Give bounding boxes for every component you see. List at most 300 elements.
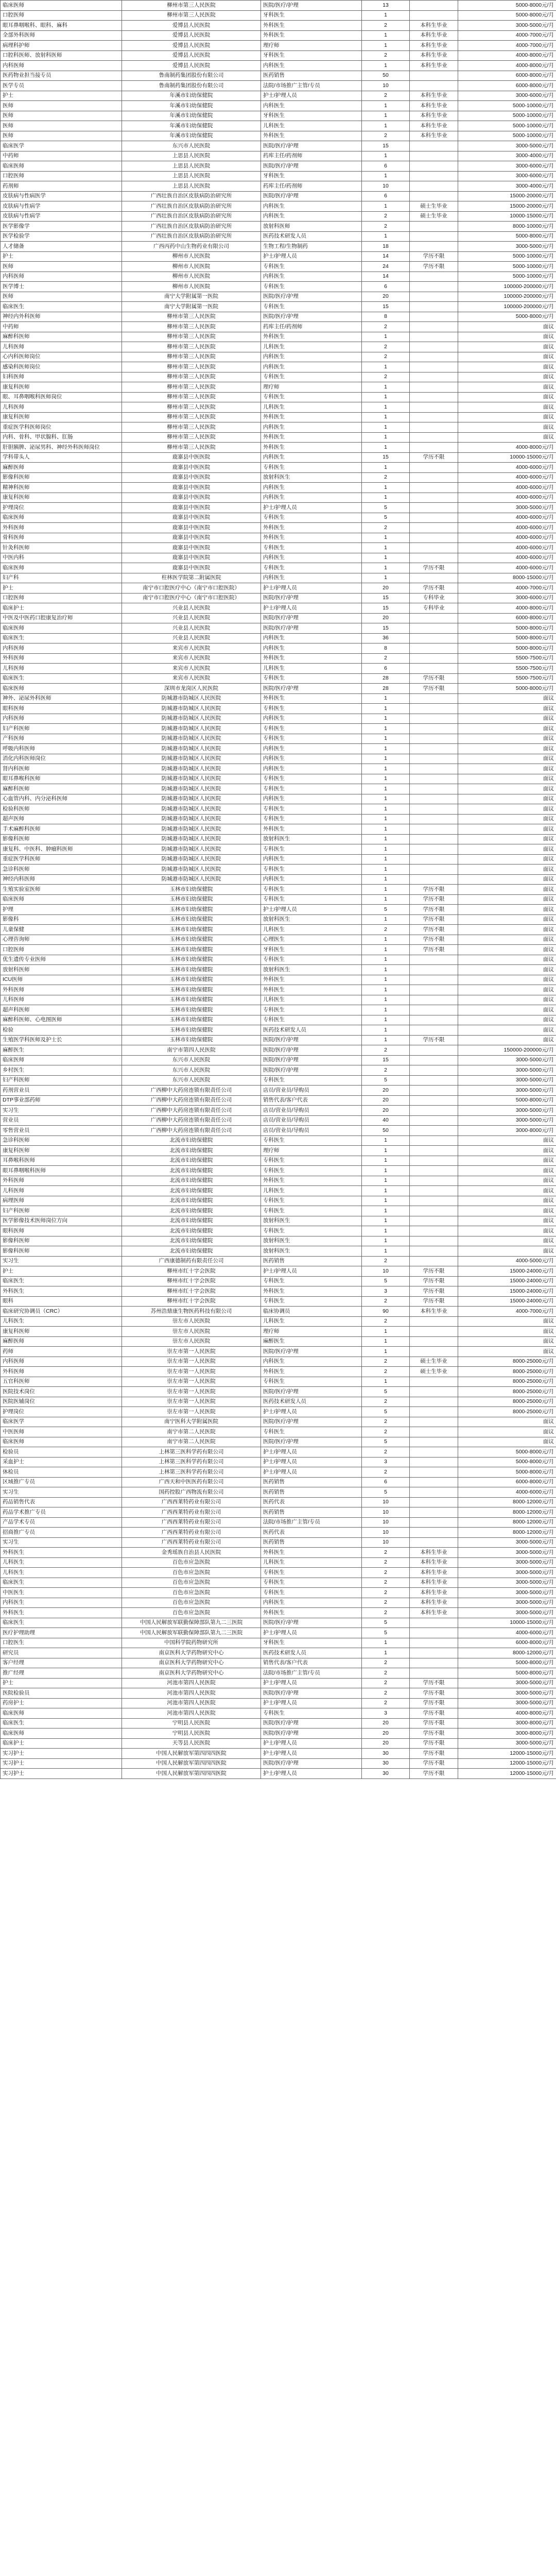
headcount-cell: 13 — [362, 1, 410, 11]
category-cell: 医院/医疗/护理 — [261, 1045, 362, 1056]
category-cell: 专科医生 — [261, 1276, 362, 1286]
category-cell: 专科医生 — [261, 1015, 362, 1025]
position-cell: 零售营业员 — [1, 1126, 122, 1136]
table-row — [1, 1557, 556, 1568]
education-cell — [410, 754, 458, 764]
table-row — [1, 242, 556, 252]
employer-cell: 柳州市红十字会医院 — [122, 1276, 261, 1286]
category-cell: 专科医生 — [261, 372, 362, 382]
employer-cell: 河池市第四人民医院 — [122, 1678, 261, 1688]
salary-cell: 面议 — [458, 794, 556, 804]
position-cell: 医学影像技术医师岗位方向 — [1, 1216, 122, 1226]
category-cell: 医院/医疗/护理 — [261, 1618, 362, 1628]
table-row — [1, 1708, 556, 1719]
salary-cell: 面议 — [458, 392, 556, 402]
position-cell: 感染科医师岗位 — [1, 362, 122, 372]
education-cell — [410, 272, 458, 282]
table-row — [1, 1397, 556, 1407]
position-cell: 儿科医师 — [1, 402, 122, 413]
headcount-cell: 1 — [362, 101, 410, 111]
employer-cell: 爱博县人民医院 — [122, 21, 261, 31]
education-cell: 本科生毕业 — [410, 1588, 458, 1598]
employer-cell: 防城港市防城区人民医院 — [122, 784, 261, 794]
salary-cell: 8000-25000元/月 — [458, 1357, 556, 1367]
salary-cell: 面议 — [458, 1005, 556, 1015]
table-row — [1, 1126, 556, 1136]
employer-cell: 防城港市防城区人民医院 — [122, 865, 261, 875]
category-cell: 医药技术研发人员 — [261, 1397, 362, 1407]
salary-cell: 12000-15000元/月 — [458, 1758, 556, 1769]
employer-cell: 柳州市第三人民医院 — [122, 382, 261, 393]
category-cell: 儿科医生 — [261, 342, 362, 352]
position-cell: 儿科医师 — [1, 995, 122, 1005]
category-cell: 理疗师 — [261, 1327, 362, 1337]
salary-cell: 15000-20000元/月 — [458, 191, 556, 201]
category-cell: 放射科医生 — [261, 965, 362, 975]
education-cell — [410, 1086, 458, 1096]
headcount-cell: 6 — [362, 282, 410, 292]
position-cell: 人才储备 — [1, 242, 122, 252]
position-cell: 医药物业担当接专员 — [1, 71, 122, 81]
position-cell: 精神科医师 — [1, 483, 122, 493]
salary-cell: 150000-200000元/月 — [458, 1045, 556, 1056]
headcount-cell: 5 — [362, 1487, 410, 1498]
table-row — [1, 1738, 556, 1749]
category-cell: 外科医生 — [261, 1286, 362, 1297]
education-cell: 学历不限 — [410, 1738, 458, 1749]
education-cell — [410, 774, 458, 784]
table-row — [1, 774, 556, 784]
category-cell: 专科医生 — [261, 784, 362, 794]
salary-cell: 面议 — [458, 734, 556, 744]
headcount-cell: 1 — [362, 914, 410, 925]
headcount-cell: 1 — [362, 392, 410, 402]
employer-cell: 柳州市人民医院 — [122, 262, 261, 272]
salary-cell: 4000-6000元/月 — [458, 523, 556, 533]
table-row — [1, 874, 556, 885]
employer-cell: 崇左市第一人民医院 — [122, 1347, 261, 1357]
employer-cell: 南京医科大学药物研究中心 — [122, 1658, 261, 1668]
employer-cell: 柳州市第三人民医院 — [122, 443, 261, 453]
position-cell: 麻醉科医师、心电图医师 — [1, 1015, 122, 1025]
position-cell: 皮肤病与性病学 — [1, 211, 122, 222]
education-cell — [410, 1206, 458, 1216]
employer-cell: 广西壮族自治区皮肤病防治研究所 — [122, 191, 261, 201]
position-cell: 乡村医生 — [1, 1065, 122, 1076]
position-cell: 病理科护师 — [1, 41, 122, 51]
headcount-cell: 1 — [362, 1196, 410, 1206]
position-cell: 儿科医生 — [1, 1316, 122, 1327]
education-cell — [410, 1487, 458, 1498]
position-cell: 针灸科医师 — [1, 543, 122, 553]
salary-cell: 3000-5000元/月 — [458, 141, 556, 151]
headcount-cell: 36 — [362, 633, 410, 643]
category-cell: 儿科医生 — [261, 402, 362, 413]
employer-cell: 鹿寨县中医医院 — [122, 463, 261, 473]
table-row — [1, 1075, 556, 1086]
headcount-cell: 2 — [362, 91, 410, 101]
employer-cell: 年溪市妇幼保健院 — [122, 111, 261, 121]
education-cell: 本科生毕业 — [410, 1568, 458, 1578]
table-row — [1, 1728, 556, 1739]
category-cell: 内科医生 — [261, 493, 362, 503]
salary-cell: 面议 — [458, 1236, 556, 1246]
headcount-cell: 1 — [362, 714, 410, 724]
category-cell: 专科医生 — [261, 282, 362, 292]
education-cell — [410, 573, 458, 583]
category-cell: 外科医生 — [261, 653, 362, 664]
employer-cell: 柳州市人民医院 — [122, 251, 261, 262]
category-cell: 外科医生 — [261, 975, 362, 985]
category-cell: 外科医生 — [261, 1367, 362, 1377]
table-row — [1, 30, 556, 41]
salary-cell: 面议 — [458, 1427, 556, 1437]
headcount-cell: 10 — [362, 1497, 410, 1507]
education-cell — [410, 1186, 458, 1196]
headcount-cell: 15 — [362, 1055, 410, 1065]
salary-cell: 面议 — [458, 1136, 556, 1146]
position-cell: 医师 — [1, 101, 122, 111]
table-row — [1, 372, 556, 382]
education-cell — [410, 1166, 458, 1176]
position-cell: 神外、泌尿外科医师 — [1, 693, 122, 704]
table-row — [1, 1688, 556, 1699]
position-cell: 临床护士 — [1, 1738, 122, 1749]
table-row — [1, 61, 556, 71]
headcount-cell: 15 — [362, 593, 410, 603]
education-cell — [410, 1156, 458, 1166]
education-cell — [410, 1106, 458, 1116]
category-cell: 专科医生 — [261, 724, 362, 734]
salary-cell: 4000-7000元/月 — [458, 583, 556, 594]
table-row — [1, 41, 556, 51]
salary-cell: 15000-24000元/月 — [458, 1286, 556, 1297]
category-cell: 医院/医疗/护理 — [261, 191, 362, 201]
employer-cell: 北流市妇幼保健院 — [122, 1216, 261, 1226]
headcount-cell: 1 — [362, 985, 410, 995]
position-cell: 客户经理 — [1, 1658, 122, 1668]
position-cell: 临床医师 — [1, 894, 122, 905]
salary-cell: 3000-5000元/月 — [458, 242, 556, 252]
table-row — [1, 1387, 556, 1397]
education-cell: 学历不限 — [410, 452, 458, 463]
employer-cell: 南宁市第二人民医院 — [122, 1427, 261, 1437]
headcount-cell: 1 — [362, 995, 410, 1005]
salary-cell: 4000-6000元/月 — [458, 472, 556, 483]
position-cell: 中医医生 — [1, 1588, 122, 1598]
employer-cell: 北流市妇幼保健院 — [122, 1186, 261, 1196]
position-cell: 口腔医师 — [1, 593, 122, 603]
education-cell: 学历不限 — [410, 945, 458, 955]
education-cell — [410, 664, 458, 674]
employer-cell: 玉林市妇幼保健院 — [122, 914, 261, 925]
headcount-cell: 1 — [362, 734, 410, 744]
table-row — [1, 734, 556, 744]
category-cell: 专科医生 — [261, 392, 362, 402]
employer-cell: 东兴市人民医院 — [122, 1075, 261, 1086]
table-row — [1, 563, 556, 573]
salary-cell: 4000-6000元/月 — [458, 493, 556, 503]
headcount-cell: 2 — [362, 1397, 410, 1407]
education-cell: 本科生毕业 — [410, 30, 458, 41]
employer-cell: 鹿寨县中医医院 — [122, 523, 261, 533]
table-row — [1, 1115, 556, 1126]
headcount-cell: 1 — [362, 774, 410, 784]
category-cell: 外科医生 — [261, 985, 362, 995]
table-row — [1, 1618, 556, 1628]
salary-cell: 5000-8000元/月 — [458, 1668, 556, 1679]
salary-cell: 3000-5000元/月 — [458, 1738, 556, 1749]
category-cell: 专科医生 — [261, 804, 362, 815]
education-cell — [410, 714, 458, 724]
employer-cell: 广西西莱特药业有限公司 — [122, 1537, 261, 1548]
table-row — [1, 573, 556, 583]
employer-cell: 上思县人民医院 — [122, 171, 261, 181]
education-cell — [410, 422, 458, 433]
table-row — [1, 1588, 556, 1598]
category-cell: 专科医生 — [261, 1206, 362, 1216]
headcount-cell: 5 — [362, 1276, 410, 1286]
category-cell: 医院/医疗/护理 — [261, 141, 362, 151]
position-cell: 妇科医师 — [1, 372, 122, 382]
education-cell — [410, 1377, 458, 1387]
education-cell — [410, 533, 458, 543]
employer-cell: 百色市应急医院 — [122, 1608, 261, 1618]
position-cell: 临床医师 — [1, 563, 122, 573]
category-cell: 外科医生 — [261, 824, 362, 835]
headcount-cell: 1 — [362, 744, 410, 754]
table-row — [1, 664, 556, 674]
employer-cell: 广西壮族自治区皮肤病防治研究所 — [122, 231, 261, 242]
category-cell: 内科医生 — [261, 754, 362, 764]
position-cell: 临床护士 — [1, 603, 122, 614]
education-cell: 本科生毕业 — [410, 21, 458, 31]
education-cell — [410, 824, 458, 835]
table-row — [1, 1698, 556, 1708]
employer-cell: 广西柳中大药房连锁有限责任公司 — [122, 1126, 261, 1136]
position-cell: 眼、耳鼻咽喉科医师岗位 — [1, 392, 122, 402]
salary-cell: 面议 — [458, 1186, 556, 1196]
education-cell: 学历不限 — [410, 1708, 458, 1719]
employer-cell: 北流市妇幼保健院 — [122, 1156, 261, 1166]
headcount-cell: 10 — [362, 81, 410, 91]
salary-cell: 3000-8000元/月 — [458, 1126, 556, 1136]
category-cell: 外科医生 — [261, 21, 362, 31]
headcount-cell: 15 — [362, 623, 410, 634]
category-cell: 内科医生 — [261, 553, 362, 563]
headcount-cell: 2 — [362, 1578, 410, 1588]
employer-cell: 南宁市第四人民医院 — [122, 1045, 261, 1056]
headcount-cell: 1 — [362, 935, 410, 945]
employer-cell: 南宁大学附属第一医院 — [122, 302, 261, 312]
salary-cell: 4000-6000元/月 — [458, 1487, 556, 1498]
table-row — [1, 1517, 556, 1528]
headcount-cell: 2 — [362, 1367, 410, 1377]
employer-cell: 柳州市第三人民医院 — [122, 422, 261, 433]
table-row — [1, 985, 556, 995]
salary-cell: 5000-8000元/月 — [458, 643, 556, 654]
table-row — [1, 633, 556, 643]
education-cell: 学历不限 — [410, 1266, 458, 1277]
category-cell: 外科医生 — [261, 1608, 362, 1618]
education-cell — [410, 1648, 458, 1658]
position-cell: 实习生 — [1, 1487, 122, 1498]
headcount-cell: 20 — [362, 1738, 410, 1749]
salary-cell: 6000-8000元/月 — [458, 71, 556, 81]
table-row — [1, 1668, 556, 1679]
education-cell: 硕士生毕业 — [410, 1357, 458, 1367]
category-cell: 外科医生 — [261, 30, 362, 41]
education-cell — [410, 352, 458, 362]
salary-cell: 面议 — [458, 985, 556, 995]
salary-cell: 面议 — [458, 1156, 556, 1166]
salary-cell: 8000-12000元/月 — [458, 1648, 556, 1658]
headcount-cell: 15 — [362, 302, 410, 312]
education-cell — [410, 483, 458, 493]
salary-cell: 4000-7000元/月 — [458, 30, 556, 41]
table-row — [1, 332, 556, 342]
position-cell: 骨科医师 — [1, 533, 122, 543]
headcount-cell: 1 — [362, 573, 410, 583]
salary-cell: 面议 — [458, 352, 556, 362]
category-cell: 店员/营业员/导购员 — [261, 1086, 362, 1096]
headcount-cell: 1 — [362, 41, 410, 51]
education-cell — [410, 1437, 458, 1447]
category-cell: 护士/护理人员 — [261, 1266, 362, 1277]
education-cell — [410, 1497, 458, 1507]
education-cell — [410, 1658, 458, 1668]
salary-cell: 15000-24000元/月 — [458, 1276, 556, 1286]
headcount-cell: 30 — [362, 1769, 410, 1779]
category-cell: 内科医生 — [261, 794, 362, 804]
education-cell — [410, 1447, 458, 1458]
position-cell: 药品学术推广专员 — [1, 1507, 122, 1518]
category-cell: 医院/医疗/护理 — [261, 1437, 362, 1447]
position-cell: 肾内科医师 — [1, 764, 122, 774]
table-row — [1, 714, 556, 724]
position-cell: 中医医师 — [1, 1427, 122, 1437]
category-cell: 医院/医疗/护理 — [261, 161, 362, 172]
category-cell: 护士/护理人员 — [261, 603, 362, 614]
salary-cell: 面议 — [458, 332, 556, 342]
position-cell: 儿科医师 — [1, 342, 122, 352]
salary-cell: 面议 — [458, 422, 556, 433]
table-row — [1, 854, 556, 865]
salary-cell: 5000-8000元/月 — [458, 1467, 556, 1478]
table-row — [1, 1, 556, 11]
table-row — [1, 1236, 556, 1246]
position-cell: 中医及中医药口腔康复治疗师 — [1, 613, 122, 623]
salary-cell: 8000-15000元/月 — [458, 573, 556, 583]
table-row — [1, 101, 556, 111]
education-cell — [410, 1327, 458, 1337]
position-cell: 医院检验员 — [1, 1688, 122, 1699]
table-row — [1, 1196, 556, 1206]
headcount-cell: 2 — [362, 1588, 410, 1598]
employer-cell: 兴业县人民医院 — [122, 623, 261, 634]
position-cell: 护士 — [1, 251, 122, 262]
education-cell — [410, 764, 458, 774]
salary-cell: 面议 — [458, 905, 556, 915]
employer-cell: 南京医科大学药物研究中心 — [122, 1668, 261, 1679]
education-cell — [410, 1025, 458, 1036]
table-row — [1, 673, 556, 684]
position-cell: 临床医学 — [1, 1417, 122, 1427]
position-cell: 超声医师 — [1, 814, 122, 824]
table-row — [1, 1769, 556, 1779]
employer-cell: 鹿寨县中医医院 — [122, 553, 261, 563]
position-cell: 内科医师 — [1, 714, 122, 724]
table-row — [1, 1276, 556, 1286]
position-cell: 儿科医生 — [1, 1568, 122, 1578]
category-cell: 外科医生 — [261, 523, 362, 533]
employer-cell: 柳州市人民医院 — [122, 282, 261, 292]
employer-cell: 来宾市人民医院 — [122, 653, 261, 664]
employer-cell: 百色市应急医院 — [122, 1557, 261, 1568]
headcount-cell: 1 — [362, 885, 410, 895]
category-cell: 专科医生 — [261, 1568, 362, 1578]
employer-cell: 防城港市防城区人民医院 — [122, 714, 261, 724]
headcount-cell: 1 — [362, 332, 410, 342]
employer-cell: 柳州市红十字会医院 — [122, 1266, 261, 1277]
position-cell: 眼科医师 — [1, 1226, 122, 1236]
table-row — [1, 1447, 556, 1458]
salary-cell: 3000-5000元/月 — [458, 1608, 556, 1618]
position-cell: 心血管内科、内分泌科医师 — [1, 794, 122, 804]
salary-cell: 3000-4000元/月 — [458, 181, 556, 192]
salary-cell: 3000-5000元/月 — [458, 1698, 556, 1708]
position-cell: 产科医师 — [1, 734, 122, 744]
salary-cell: 3000-8000元/月 — [458, 1718, 556, 1728]
employer-cell: 柳州市第三人民医院 — [122, 412, 261, 422]
headcount-cell: 5 — [362, 503, 410, 513]
employer-cell: 上林第三医科学药有限公司 — [122, 1467, 261, 1478]
table-row — [1, 402, 556, 413]
category-cell: 专科医生 — [261, 1156, 362, 1166]
education-cell: 学历不限 — [410, 1758, 458, 1769]
position-cell: 护士 — [1, 1678, 122, 1688]
education-cell: 学历不限 — [410, 935, 458, 945]
education-cell — [410, 231, 458, 242]
salary-cell: 5000-8000元/月 — [458, 10, 556, 21]
salary-cell: 面议 — [458, 372, 556, 382]
headcount-cell: 1 — [362, 402, 410, 413]
headcount-cell: 1 — [362, 382, 410, 393]
employer-cell: 柳州市第三人民医院 — [122, 342, 261, 352]
category-cell: 专科医生 — [261, 463, 362, 473]
category-cell: 医药代表 — [261, 1497, 362, 1507]
salary-cell: 面议 — [458, 1417, 556, 1427]
education-cell: 本科生毕业 — [410, 50, 458, 61]
headcount-cell: 1 — [362, 563, 410, 573]
education-cell: 本科生毕业 — [410, 111, 458, 121]
headcount-cell: 30 — [362, 1758, 410, 1769]
category-cell: 医院/医疗/护理 — [261, 593, 362, 603]
position-cell: 耳鼻喉科医师 — [1, 1156, 122, 1166]
category-cell: 牙科医生 — [261, 50, 362, 61]
table-row — [1, 1568, 556, 1578]
headcount-cell: 1 — [362, 1216, 410, 1226]
category-cell: 专科医生 — [261, 865, 362, 875]
headcount-cell: 30 — [362, 1749, 410, 1759]
position-cell: 实习护士 — [1, 1769, 122, 1779]
position-cell: 护士 — [1, 91, 122, 101]
position-cell: 药房护士 — [1, 1698, 122, 1708]
position-cell: 手术麻醉科医师 — [1, 824, 122, 835]
salary-cell: 面议 — [458, 1196, 556, 1206]
table-row — [1, 834, 556, 844]
salary-cell: 4000-8000元/月 — [458, 1708, 556, 1719]
